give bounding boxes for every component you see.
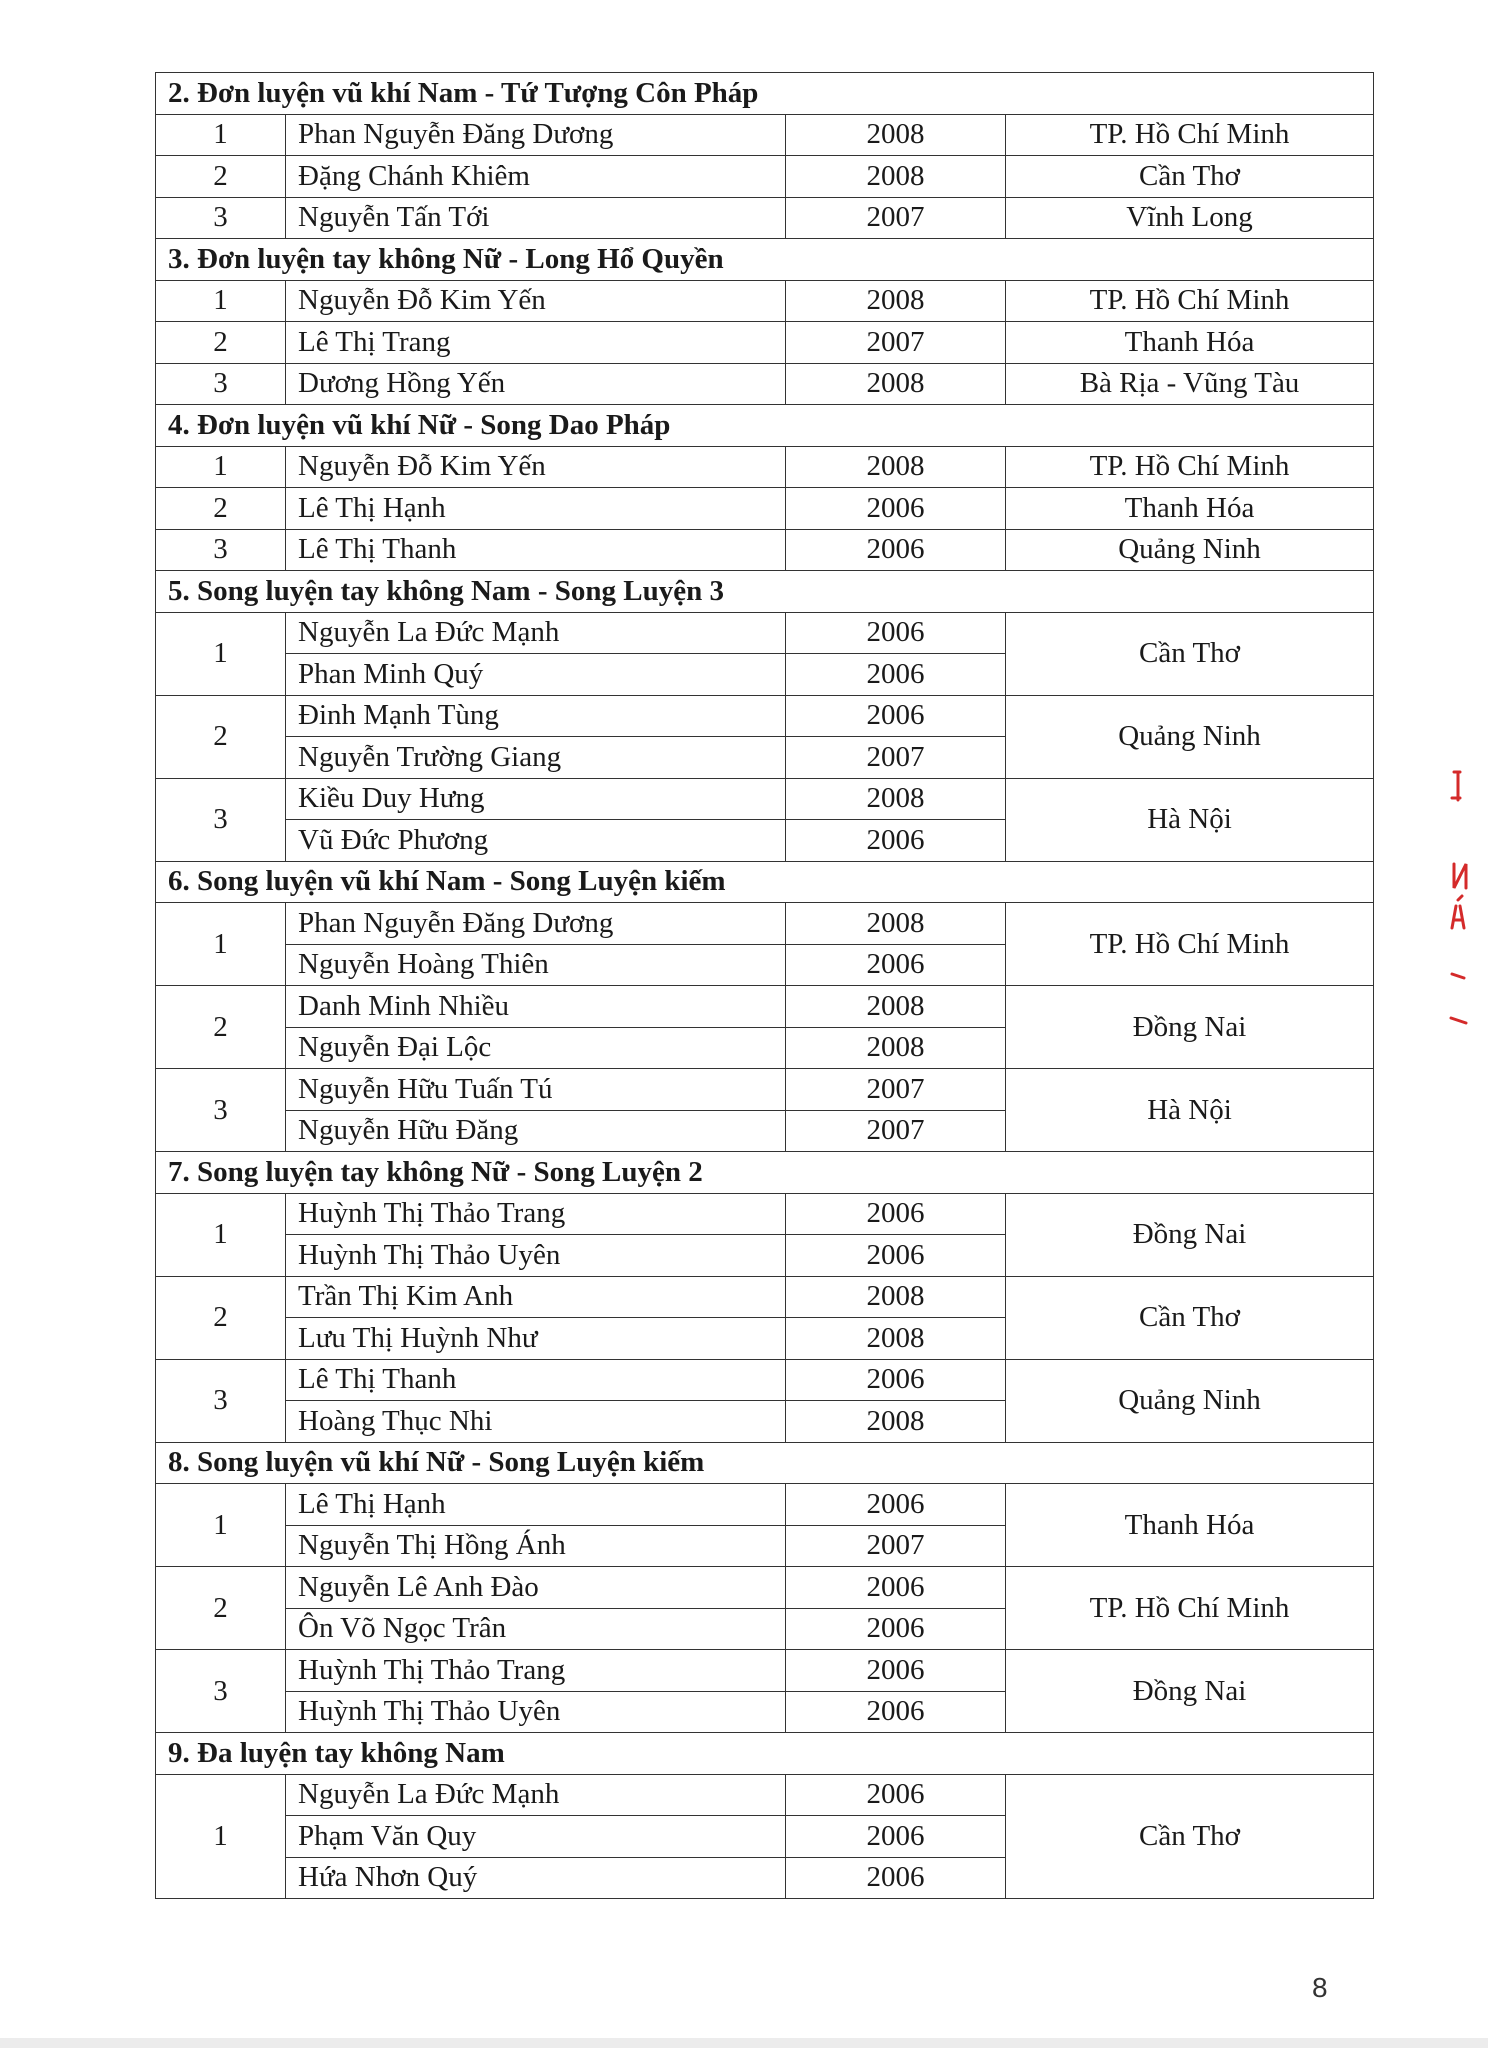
athlete-name: Vũ Đức Phương [286, 820, 786, 862]
province-cell: TP. Hồ Chí Minh [1006, 446, 1374, 488]
rank-cell: 1 [156, 903, 286, 986]
athlete-name: Kiều Duy Hưng [286, 778, 786, 820]
athlete-name: Nguyễn Đại Lộc [286, 1027, 786, 1069]
athlete-name: Huỳnh Thị Thảo Uyên [286, 1691, 786, 1733]
athlete-name: Danh Minh Nhiều [286, 986, 786, 1028]
table-row [156, 156, 1374, 198]
table-row [156, 1774, 1374, 1816]
table-row [156, 1484, 1374, 1526]
section-header-row [156, 571, 1374, 613]
birth-year: 2006 [786, 1774, 1006, 1816]
rank-cell: 2 [156, 156, 286, 198]
athlete-name: Phạm Văn Quy [286, 1816, 786, 1858]
birth-year: 2008 [786, 1276, 1006, 1318]
section-title: 3. Đơn luyện tay không Nữ - Long Hổ Quyền [156, 239, 1374, 281]
rank-cell: 1 [156, 1193, 286, 1276]
rank-cell: 2 [156, 986, 286, 1069]
table-row [156, 280, 1374, 322]
section-header-row [156, 1152, 1374, 1194]
birth-year: 2007 [786, 322, 1006, 364]
athlete-name: Nguyễn Tấn Tới [286, 197, 786, 239]
table-row [156, 363, 1374, 405]
athlete-name: Phan Nguyễn Đăng Dương [286, 903, 786, 945]
page-number: 8 [1312, 1972, 1328, 2003]
table-row [156, 778, 1374, 820]
province-cell: Đồng Nai [1006, 1650, 1374, 1733]
section-header-row [156, 1733, 1374, 1775]
section-title: 7. Song luyện tay không Nữ - Song Luyện 2 [156, 1152, 1374, 1194]
table-row [156, 1069, 1374, 1111]
birth-year: 2006 [786, 1567, 1006, 1609]
athlete-name: Nguyễn Hoàng Thiên [286, 944, 786, 986]
rank-cell: 1 [156, 280, 286, 322]
section-title: 6. Song luyện vũ khí Nam - Song Luyện kiếm [156, 861, 1374, 903]
birth-year: 2006 [786, 820, 1006, 862]
athlete-name: Nguyễn Lê Anh Đào [286, 1567, 786, 1609]
section-header-row [156, 861, 1374, 903]
rank-cell: 1 [156, 612, 286, 695]
rank-cell: 2 [156, 488, 286, 530]
birth-year: 2007 [786, 1069, 1006, 1111]
birth-year: 2006 [786, 488, 1006, 530]
birth-year: 2008 [786, 446, 1006, 488]
athlete-name: Đặng Chánh Khiêm [286, 156, 786, 198]
red-stamp-fragment [1446, 768, 1472, 1040]
birth-year: 2008 [786, 1027, 1006, 1069]
athlete-name: Huỳnh Thị Thảo Trang [286, 1650, 786, 1692]
province-cell: Quảng Ninh [1006, 529, 1374, 571]
province-cell: Hà Nội [1006, 1069, 1374, 1152]
table-row [156, 695, 1374, 737]
province-cell: Hà Nội [1006, 778, 1374, 861]
athlete-name: Lê Thị Hạnh [286, 488, 786, 530]
section-title: 2. Đơn luyện vũ khí Nam - Tứ Tượng Côn Pháp [156, 73, 1374, 115]
section-header-row [156, 73, 1374, 115]
province-cell: Đồng Nai [1006, 986, 1374, 1069]
athlete-name: Phan Nguyễn Đăng Dương [286, 114, 786, 156]
province-cell: TP. Hồ Chí Minh [1006, 903, 1374, 986]
rank-cell: 2 [156, 1276, 286, 1359]
birth-year: 2006 [786, 529, 1006, 571]
section-title: 9. Đa luyện tay không Nam [156, 1733, 1374, 1775]
table-row [156, 197, 1374, 239]
rank-cell: 3 [156, 363, 286, 405]
athlete-name: Nguyễn La Đức Mạnh [286, 1774, 786, 1816]
birth-year: 2007 [786, 1525, 1006, 1567]
table-row [156, 612, 1374, 654]
birth-year: 2006 [786, 1359, 1006, 1401]
rank-cell: 1 [156, 446, 286, 488]
rank-cell: 3 [156, 1650, 286, 1733]
table-row [156, 1193, 1374, 1235]
section-header-row [156, 405, 1374, 447]
athlete-name: Ôn Võ Ngọc Trân [286, 1608, 786, 1650]
province-cell: Thanh Hóa [1006, 322, 1374, 364]
athlete-name: Dương Hồng Yến [286, 363, 786, 405]
birth-year: 2006 [786, 1484, 1006, 1526]
rank-cell: 1 [156, 114, 286, 156]
athlete-name: Huỳnh Thị Thảo Trang [286, 1193, 786, 1235]
results-table-body [156, 73, 1374, 1899]
birth-year: 2007 [786, 1110, 1006, 1152]
athlete-name: Nguyễn Thị Hồng Ánh [286, 1525, 786, 1567]
athlete-name: Hoàng Thục Nhi [286, 1401, 786, 1443]
birth-year: 2007 [786, 737, 1006, 779]
birth-year: 2008 [786, 1401, 1006, 1443]
birth-year: 2006 [786, 1857, 1006, 1899]
birth-year: 2006 [786, 654, 1006, 696]
table-row [156, 986, 1374, 1028]
table-row [156, 1276, 1374, 1318]
rank-cell: 2 [156, 322, 286, 364]
table-row [156, 1359, 1374, 1401]
table-row [156, 903, 1374, 945]
birth-year: 2008 [786, 363, 1006, 405]
athlete-name: Trần Thị Kim Anh [286, 1276, 786, 1318]
rank-cell: 2 [156, 1567, 286, 1650]
birth-year: 2007 [786, 197, 1006, 239]
birth-year: 2006 [786, 1235, 1006, 1277]
rank-cell: 1 [156, 1484, 286, 1567]
birth-year: 2008 [786, 1318, 1006, 1360]
birth-year: 2006 [786, 944, 1006, 986]
province-cell: Thanh Hóa [1006, 488, 1374, 530]
section-title: 4. Đơn luyện vũ khí Nữ - Song Dao Pháp [156, 405, 1374, 447]
scan-edge [0, 2038, 1488, 2048]
athlete-name: Lê Thị Trang [286, 322, 786, 364]
rank-cell: 3 [156, 778, 286, 861]
birth-year: 2006 [786, 1691, 1006, 1733]
rank-cell: 3 [156, 1359, 286, 1442]
table-row [156, 446, 1374, 488]
table-row [156, 322, 1374, 364]
province-cell: Cần Thơ [1006, 612, 1374, 695]
birth-year: 2008 [786, 778, 1006, 820]
province-cell: Cần Thơ [1006, 1276, 1374, 1359]
birth-year: 2008 [786, 903, 1006, 945]
province-cell: Thanh Hóa [1006, 1484, 1374, 1567]
province-cell: Cần Thơ [1006, 1774, 1374, 1899]
province-cell: Quảng Ninh [1006, 1359, 1374, 1442]
birth-year: 2006 [786, 612, 1006, 654]
table-row [156, 1567, 1374, 1609]
province-cell: Quảng Ninh [1006, 695, 1374, 778]
rank-cell: 2 [156, 695, 286, 778]
athlete-name: Huỳnh Thị Thảo Uyên [286, 1235, 786, 1277]
province-cell: Vĩnh Long [1006, 197, 1374, 239]
athlete-name: Nguyễn Hữu Đăng [286, 1110, 786, 1152]
athlete-name: Nguyễn Đỗ Kim Yến [286, 446, 786, 488]
birth-year: 2006 [786, 695, 1006, 737]
birth-year: 2006 [786, 1608, 1006, 1650]
birth-year: 2006 [786, 1650, 1006, 1692]
rank-cell: 3 [156, 197, 286, 239]
birth-year: 2006 [786, 1816, 1006, 1858]
rank-cell: 3 [156, 529, 286, 571]
table-row [156, 114, 1374, 156]
section-header-row [156, 239, 1374, 281]
table-row [156, 1650, 1374, 1692]
birth-year: 2008 [786, 114, 1006, 156]
athlete-name: Lưu Thị Huỳnh Như [286, 1318, 786, 1360]
province-cell: Bà Rịa - Vũng Tàu [1006, 363, 1374, 405]
athlete-name: Lê Thị Thanh [286, 1359, 786, 1401]
rank-cell: 3 [156, 1069, 286, 1152]
athlete-name: Hứa Nhơn Quý [286, 1857, 786, 1899]
athlete-name: Lê Thị Thanh [286, 529, 786, 571]
athlete-name: Nguyễn Hữu Tuấn Tú [286, 1069, 786, 1111]
athlete-name: Nguyễn Đỗ Kim Yến [286, 280, 786, 322]
athlete-name: Phan Minh Quý [286, 654, 786, 696]
birth-year: 2008 [786, 156, 1006, 198]
province-cell: Cần Thơ [1006, 156, 1374, 198]
birth-year: 2008 [786, 986, 1006, 1028]
athlete-name: Đinh Mạnh Tùng [286, 695, 786, 737]
province-cell: TP. Hồ Chí Minh [1006, 114, 1374, 156]
rank-cell: 1 [156, 1774, 286, 1899]
birth-year: 2008 [786, 280, 1006, 322]
results-table [155, 72, 1374, 1899]
section-title: 5. Song luyện tay không Nam - Song Luyện 3 [156, 571, 1374, 613]
section-title: 8. Song luyện vũ khí Nữ - Song Luyện kiếm [156, 1442, 1374, 1484]
province-cell: TP. Hồ Chí Minh [1006, 1567, 1374, 1650]
athlete-name: Nguyễn Trường Giang [286, 737, 786, 779]
athlete-name: Lê Thị Hạnh [286, 1484, 786, 1526]
province-cell: Đồng Nai [1006, 1193, 1374, 1276]
athlete-name: Nguyễn La Đức Mạnh [286, 612, 786, 654]
table-row [156, 488, 1374, 530]
section-header-row [156, 1442, 1374, 1484]
table-row [156, 529, 1374, 571]
province-cell: TP. Hồ Chí Minh [1006, 280, 1374, 322]
birth-year: 2006 [786, 1193, 1006, 1235]
